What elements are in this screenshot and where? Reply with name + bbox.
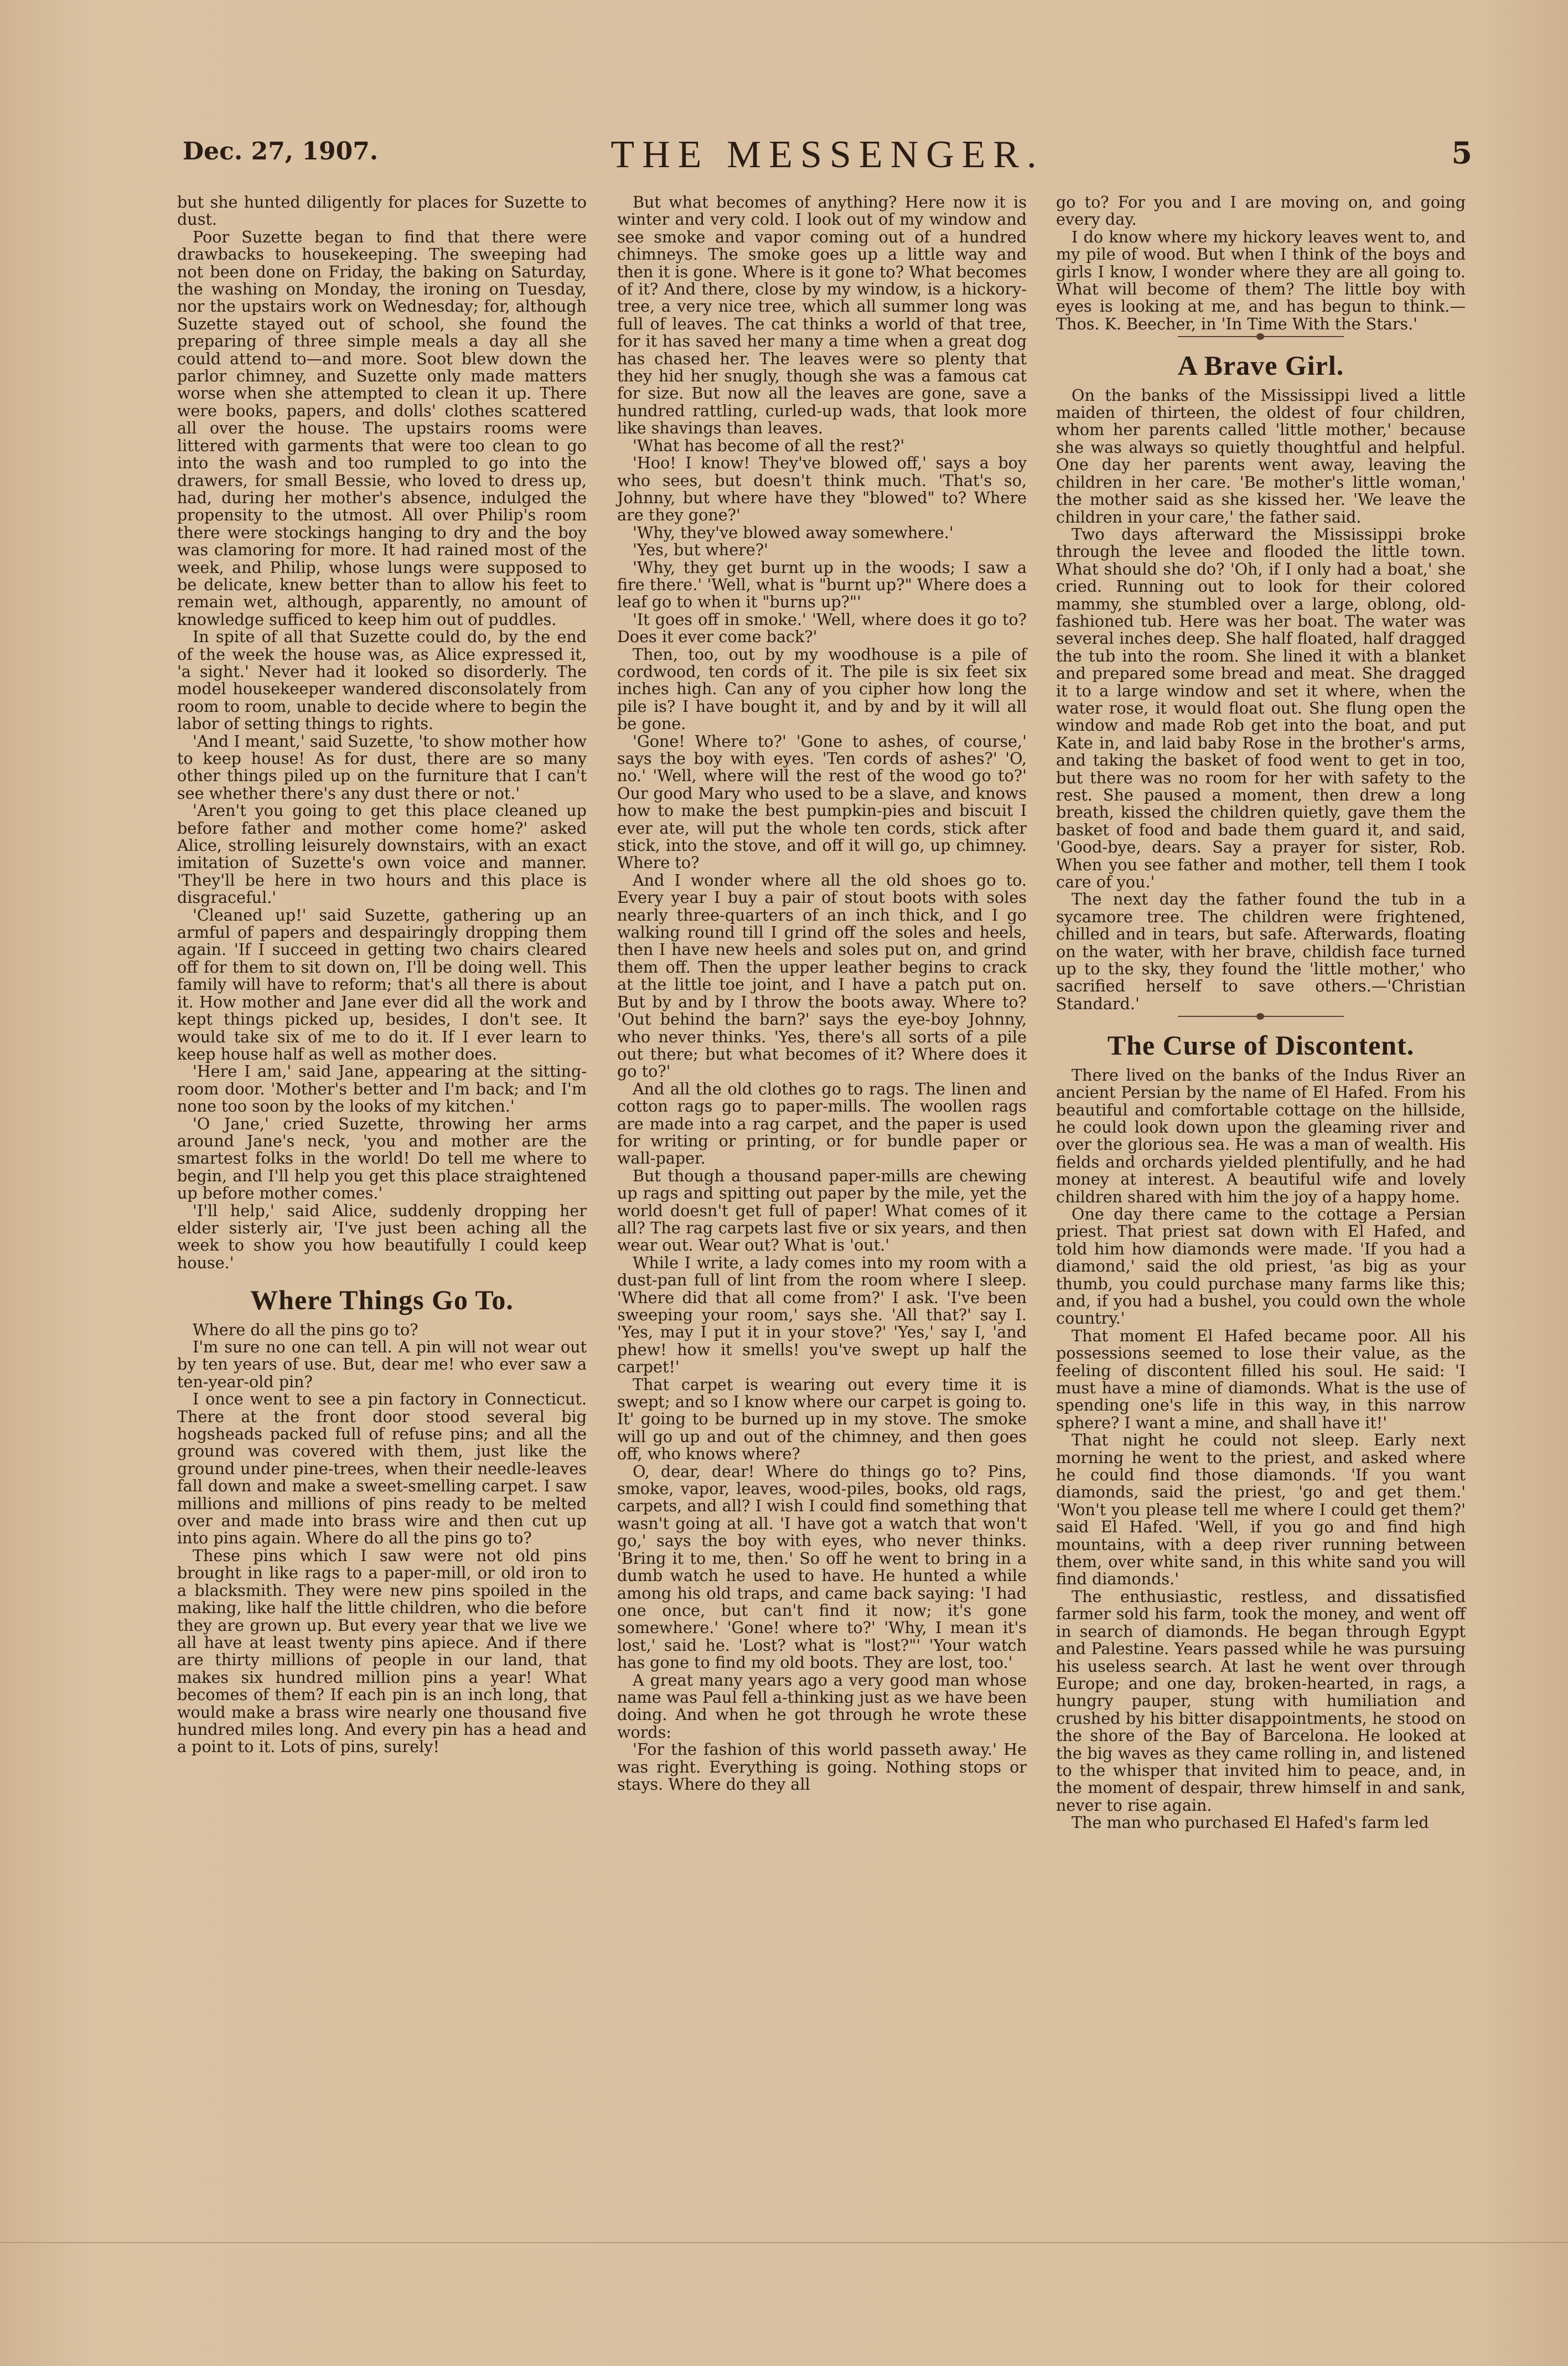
- paragraph: 'O Jane,' cried Suzette, throwing her arms around Jane's neck, 'you and mother are the smartest folks in the world! Do tell me where to begin, and I'll help you get this place straightened up before mother comes.': [177, 1114, 587, 1203]
- paragraph: That carpet is wearing out every time it is swept; and so I know where our carpet is going to. It' going to be burned up in my stove. The smoke will go up and out of the chimney, and then goes off, who knows where?: [617, 1375, 1027, 1464]
- article-heading-brave-girl: A Brave Girl.: [1177, 350, 1344, 381]
- paragraph: But what becomes of anything? Here now it is winter and very cold. I look out of my window and see smoke and vapor coming out of a hundred chimneys. The smoke goes up a little way and then it is gone. Where is it gone to? What becomes of it? And there, close by my window, is a hickory-tree, a very nice tree, which all summer long was full of leaves. The cat thinks a world of that tree, for it has saved her many a time when a great dog has chased her. The leaves were so plenty that they hid her snugly, though she was a famous cat for size. But now all the leaves are gone, save a hundred rattling, curled-up wads, that look more like shavings than leaves.: [617, 193, 1027, 438]
- paragraph: One day there came to the cottage a Persian priest. That priest sat down with El Hafed, and told him how diamonds were made. 'If you had a diamond,' said the old priest, 'as big as your thumb, you could purchase many farms like this; and, if you had a bushel, you could own the whole country.': [1056, 1204, 1466, 1328]
- paragraph: go to? For you and I are moving on, and going every day.: [1056, 193, 1466, 229]
- paragraph: 'Gone! Where to?' 'Gone to ashes, of course,' says the boy with eyes. 'Ten cords of ashes?' 'O, no.' 'Well, where will the rest of the wood go to?' Our good Mary who used to be a slave, and knows how to make the best pumpkin-pies and biscuit I ever ate, will put the whole ten cords, stick after stick, into the stove, and off it will go, up chimney. Where to?: [617, 731, 1027, 872]
- paragraph: I do know where my hickory leaves went to, and my pile of wood. But when I think of the boys and girls I know, I wonder where they are all going to. What will become of them? The little boy with eyes is looking at me, and has begun to think.—Thos. K. Beecher, in 'In Time With the Stars.': [1056, 227, 1466, 333]
- page-number: 5: [1451, 135, 1472, 171]
- column-3: [1056, 194, 1466, 1832]
- paragraph: There lived on the banks of the Indus River an ancient Persian by the name of El Hafed. From his beautiful and comfortable cottage on the hillside, he could look down upon the gleaming river and over the glorious sea. He was a man of wealth. His fields and orchards yielded plentifully, and he had money at interest. A beautiful wife and lovely children shared with him the joy of a happy home.: [1056, 1065, 1466, 1206]
- paragraph: I'm sure no one can tell. A pin will not wear out by ten years of use. But, dear me! who ever saw a ten-year-old pin?: [177, 1337, 587, 1391]
- paragraph: These pins which I saw were not old pins brought in like rags to a paper-mill, or old iron to a blacksmith. They were new pins spoiled in the making, like half the little children, who die before they are grown up. But every year that we live we all have at least twenty pins apiece. And if there are thirty millions of people in our land, that makes six hundred million pins a year! What becomes of them? If each pin is an inch long, that would make a brass wire nearly one thousand five hundred miles long. And every pin has a head and a point to it. Lots of pins, surely!: [177, 1546, 587, 1757]
- newspaper-title: THE MESSENGER.: [610, 133, 1044, 176]
- article-heading-where-things-go: Where Things Go To.: [250, 1284, 514, 1316]
- newspaper-page: [166, 133, 1489, 2336]
- paragraph: While I write, a lady comes into my room with a dust-pan full of lint from the room where I sleep. 'Where did that all come from?' I ask. 'I've been sweeping your room,' says she. 'All that?' say I. 'Yes, may I put it in your stove?' 'Yes,' say I, 'and phew! how it smells! you've swept up half the carpet!': [617, 1253, 1027, 1377]
- paragraph: Then, too, out by my woodhouse is a pile of cordwood, ten cords of it. The pile is six feet six inches high. Can any of you cipher how long the pile is? I have bought it, and by and by it will all be gone.: [617, 644, 1027, 733]
- paragraph: The next day the father found the tub in a sycamore tree. The children were frightened, chilled and in tears, but safe. Afterwards, floating on the water, with her brave, childish face turned up to the sky, they found the 'little mother,' who sacrified herself to save others.—'Christian Standard.': [1056, 890, 1466, 1013]
- paragraph: 'It goes off in smoke.' 'Well, where does it go to? Does it ever come back?': [617, 609, 1027, 647]
- paragraph: But though a thousand paper-mills are chewing up rags and spitting out paper by the mile, yet the world doesn't get full of paper! What comes of it all? The rag carpets last five or six years, and then wear out. Wear out? What is 'out.': [617, 1166, 1027, 1255]
- paragraph: In spite of all that Suzette could do, by the end of the week the house was, as Alice expressed it, 'a sight.' Never had it looked so disorderly. The model housekeeper wandered disconsolately from room to room, unable to decide where to begin the labor of setting things to rights.: [177, 627, 587, 733]
- section-divider: [1178, 1016, 1344, 1017]
- paragraph: And all the old clothes go to rags. The linen and cotton rags go to paper-mills. The woollen rags are made into a rag carpet, and the paper is used for writing or printing, or for bundle paper or wall-paper.: [617, 1079, 1027, 1168]
- paragraph: 'Here I am,' said Jane, appearing at the sitting-room door. 'Mother's better and I'm back; and I'm none too soon by the looks of my kitchen.': [177, 1062, 587, 1116]
- paragraph: Two days afterward the Mississippi broke through the levee and flooded the little town. What should she do? 'Oh, if I only had a boat,' she cried. Running out to look for their colored mammy, she stumbled over a large, oblong, old-fashioned tub. Here was her boat. The water was several inches deep. She half floated, half dragged the tub into the room. She lined it with a blanket and prepared some bread and meat. She dragged it to a large window and set it where, when the water rose, it would float out. She flung open the window and made Rob get into the boat, and put Kate in, and laid baby Rose in the brother's arms, and taking the basket of food went to get in too, but there was no room for her with safety to the rest. She paused a moment, then drew a long breath, kissed the children quietly, gave them the basket of food and bade them guard it, and said, 'Good-bye, dears. Say a prayer for sister, Rob. When you see father and mother, tell them I took care of you.': [1056, 524, 1466, 892]
- paragraph: but she hunted diligently for places for Suzette to dust.: [177, 193, 587, 229]
- issue-date: Dec. 27, 1907.: [183, 137, 379, 166]
- paragraph: 'What has become of all the rest?': [633, 436, 905, 455]
- paragraph: Where do all the pins go to?: [193, 1320, 418, 1339]
- column-2: [617, 194, 1027, 1793]
- paragraph: O, dear, dear! Where do things go to? Pins, smoke, vapor, leaves, wood-piles, books, old rags, carpets, and all? I wish I could find something that wasn't going at all. 'I have got a watch that won't go,' says the boy with eyes, who never thinks. 'Bring it to me, then.' So off he went to bring in a dumb watch he used to have. He hunted a while among his old traps, and came back saying: 'I had one once, but can't find it now; it's gone somewhere.' 'Gone! where to?' 'Why, I mean it's lost,' said he. 'Lost? what is "lost?"' 'Your watch has gone to find my old boots. They are lost, too.': [617, 1461, 1027, 1672]
- article-heading-curse-of-discontent: The Curse of Discontent.: [1107, 1030, 1415, 1061]
- paragraph: 'Yes, but where?': [633, 540, 768, 560]
- paragraph: 'Aren't you going to get this place cleaned up before father and mother come home?' asked Alice, strolling leisurely downstairs, with an exact imitation of Suzette's own voice and manner. 'They'll be here in two hours and this place is disgraceful.': [177, 801, 587, 907]
- paragraph: 'Why, they get burnt up in the woods; I saw a fire there.' 'Well, what is "burnt up?" Where does a leaf go to when it "burns up?"': [617, 557, 1027, 612]
- paragraph: That moment El Hafed became poor. All his possessions seemed to lose their value, as the feeling of discontent filled his soul. He said: 'I must have a mine of diamonds. What is the use of spending one's life in this way, in this narrow sphere? I want a mine, and shall have it!': [1056, 1326, 1466, 1432]
- paragraph: Poor Suzette began to find that there were drawbacks to housekeeping. The sweeping had not been done on Friday, the baking on Saturday, the washing on Monday, the ironing on Tuesday, nor the upstairs work on Wednesday; for, although Suzette stayed out of school, she found the preparing of three simple meals a day all she could attend to—and more. Soot blew down the parlor chimney, and Suzette only made matters worse when she attempted to clean it up. There were books, papers, and dolls' clothes scattered all over the house. The upstairs rooms were littered with garments that were too clean to go into the wash and too rumpled to go into the drawers, for small Bessie, who loved to dress up, had, during her mother's absence, indulged the propensity to the utmost. All over Philip's room there were stockings hanging to dry and the boy was clamoring for more. It had rained most of the week, and Philip, whose lungs were supposed to be delicate, knew better than to allow his feet to remain wet, although, apparently, no amount of knowledge sufficed to keep him out of puddles.: [177, 227, 587, 629]
- paragraph: 'Why, they've blowed away somewhere.': [633, 523, 954, 542]
- paragraph: I once went to see a pin factory in Connecticut. There at the front door stood several big hogsheads packed full of refuse pins; and all the ground was covered with them, just like the ground under pine-trees, when their needle-leaves fall down and make a sweet-smelling carpet. I saw millions and millions of pins ready to be melted over and made into brass wire and then cut up into pins again. Where do all the pins go to?: [177, 1389, 587, 1548]
- paragraph: The enthusiastic, restless, and dissatisfied farmer sold his farm, took the money, and went off in search of diamonds. He began through Egypt and Palestine. Years passed while he was pursuing his useless search. At last he went over through Europe; and one day, broken-hearted, in rags, a hungry pauper, stung with humiliation and crushed by his bitter disappointments, he stood on the shore of the Bay of Barcelona. He looked at the big waves as they came rolling in, and listened to the whisper that invited him to peace, and, in the moment of despair, threw himself in and sank, never to rise again.: [1056, 1587, 1466, 1815]
- paragraph: 'Cleaned up!' said Suzette, gathering up an armful of papers and despairingly dropping them again. 'If I succeed in getting two chairs cleared off for them to sit down on, I'll be doing well. This family will have to reform; that's all there is about it. How mother and Jane ever did all the work and kept things picked up, besides, I don't see. It would take six of me to do it. If I ever learn to keep house half as well as mother does.: [177, 905, 587, 1063]
- page-fold-line: [0, 2242, 1568, 2243]
- section-divider: [1178, 336, 1344, 337]
- paragraph: A great many years ago a very good man whose name was Paul fell a-thinking just as we have been doing. And when he got through he wrote these words:: [617, 1670, 1027, 1742]
- paragraph: 'And I meant,' said Suzette, 'to show mother how to keep house! As for dust, there are so many other things piled up on the furniture that I can't see whether there's any dust there or not.': [177, 731, 587, 803]
- column-1: [177, 194, 587, 1756]
- masthead: [166, 133, 1489, 177]
- paragraph: That night he could not sleep. Early next morning he went to the priest, and asked where he could find those diamonds. 'If you want diamonds, said the priest, 'go and get them.' 'Won't you please tell me where I could get them?' said El Hafed. 'Well, if you go and find high mountains, with a deep river running between them, over white sand, in this white sand you will find diamonds.': [1056, 1430, 1466, 1589]
- paragraph: 'I'll help,' said Alice, suddenly dropping her elder sisterly air, 'I've just been aching all the week to show you how beautifully I could keep house.': [177, 1201, 587, 1272]
- paragraph: 'For the fashion of this world passeth away.' He was right. Everything is going. Nothing stops or stays. Where do they all: [617, 1740, 1027, 1794]
- paragraph: On the banks of the Mississippi lived a little maiden of thirteen, the oldest of four children, whom her parents called 'little mother,' because she was always so quietly thoughtful and helpful. One day her parents went away, leaving the children in her care. 'Be mother's little woman,' the mother said as she kissed her. 'We leave the children in your care,' the father said.: [1056, 385, 1466, 526]
- paragraph: The man who purchased El Hafed's farm led: [1072, 1813, 1429, 1832]
- paragraph: And I wonder where all the old shoes go to. Every year I buy a pair of stout boots with soles nearly three-quarters of an inch thick, and I go walking round till I grind off the soles and heels, then I have new heels and soles put on, and grind them off. Then the upper leather begins to crack at the little toe joint, and I have a patch put on. But by and by I throw the boots away. Where to? 'Out behind the barn?' says the eye-boy Johnny, who never thinks. 'Yes, there's all sorts of a pile out there; but what becomes of it? Where does it go to?': [617, 870, 1027, 1081]
- paragraph: 'Hoo! I know! They've blowed off,' says a boy who sees, but doesn't think much. 'That's so, Johnny, but where have they "blowed" to? Where are they gone?': [617, 453, 1027, 525]
